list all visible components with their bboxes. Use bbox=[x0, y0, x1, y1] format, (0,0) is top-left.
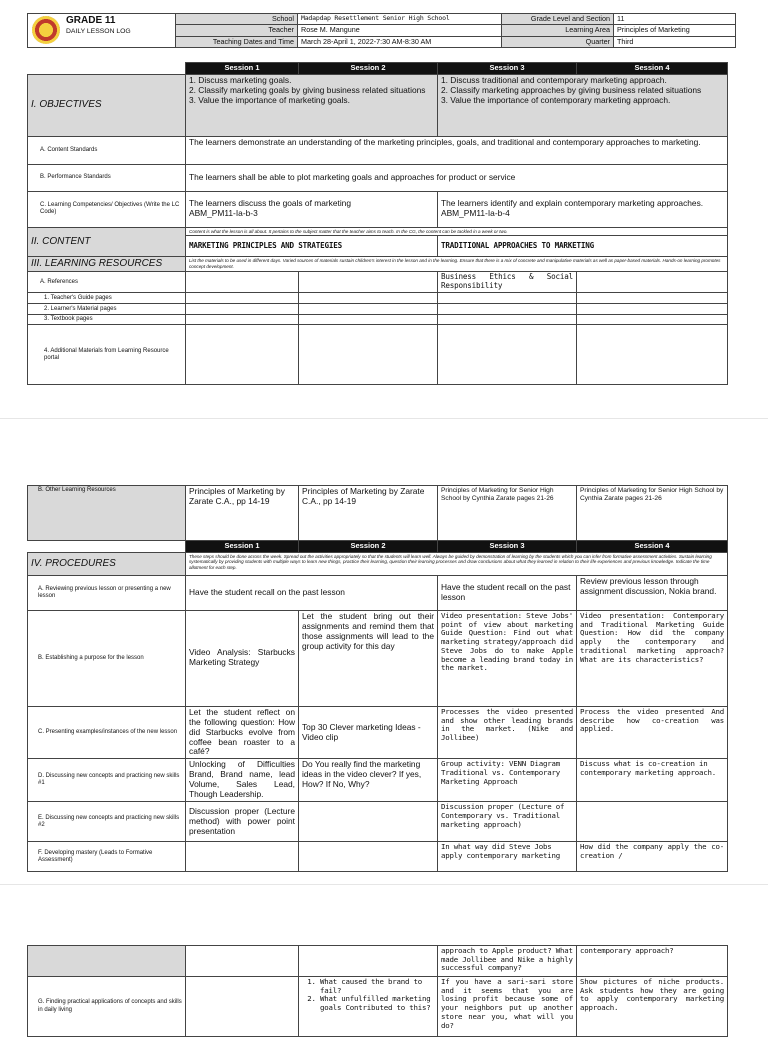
lesson-table-page1 bbox=[27, 62, 728, 385]
content-standards-text: The learners demonstrate an understanding of the marketing principles, goals, and traditional and contemporary approaches to marketing. bbox=[186, 136, 728, 164]
other-resources-s1: Principles of Marketing by Zarate C.A., pp 14-19 bbox=[186, 486, 299, 541]
dates-value: March 28-April 1, 2022-7:30 AM-8:30 AM bbox=[298, 36, 502, 47]
proc-c-s2: Top 30 Clever marketing Ideas - Video clip bbox=[299, 706, 438, 759]
competencies-s34: The learners identify and explain contemporary marketing approaches. ABM_PM11-Ia-b-4 bbox=[438, 191, 728, 227]
grade-level-label: Grade Level and Section bbox=[502, 14, 614, 25]
procedures-note: These steps should be done across the week. Spread out the activities appropriately so that the students will learn well. Always be guided by demonstration of learning by the students which you can infer from formative assessment activities. Sustain learning systematically by providing students with multiple ways to learn new things, practice their learning, question their learning processes and draw conclusions about what they learned in relation to their life experiences and previous knowledge. Indicate the time allotment for each step. bbox=[186, 552, 728, 575]
other-resources-label: B. Other Learning Resources bbox=[28, 486, 186, 541]
page-divider-2 bbox=[0, 884, 768, 885]
proc-c-s3: Processes the video presented and show other leading brands in the market. (Nike and Jollibee) bbox=[438, 706, 577, 759]
proc-e-s3: Discussion proper (Lecture of Contemporary vs. Traditional marketing approach) bbox=[438, 802, 577, 842]
teacher-value: Rose M. Mangune bbox=[298, 25, 502, 36]
proc-d-s4: Discuss what is co-creation in contemporary marketing approach. bbox=[577, 759, 728, 802]
objectives-label: I. OBJECTIVES bbox=[28, 74, 186, 136]
proc-d-s2: Do You really find the marketing ideas in the video clever? If yes, How? If No, Why? bbox=[299, 759, 438, 802]
proc-a-s3: Have the student recall on the past lesson bbox=[438, 575, 577, 610]
content-s34: TRADITIONAL APPROACHES TO MARKETING bbox=[438, 236, 728, 257]
proc-b-label: B. Establishing a purpose for the lesson bbox=[28, 610, 186, 706]
references-label: A. References bbox=[28, 272, 186, 293]
content-note: Content is what the lesson is all about. It pertains to the subject matter that the teacher aims to teach. In the CG, the content can be tackled in a week or two. bbox=[186, 227, 728, 236]
teachers-guide-label: 1. Teacher's Guide pages bbox=[28, 293, 186, 304]
proc-a-label: A. Reviewing previous lesson or presenting a new lesson bbox=[28, 575, 186, 610]
learning-area-value: Principles of Marketing bbox=[614, 25, 736, 36]
p2-session-2-header: Session 2 bbox=[299, 541, 438, 553]
grade-level-value: 11 bbox=[614, 14, 736, 25]
proc-f-s3-cont: approach to Apple product? What made Jollibee and Nike a highly successful company? bbox=[438, 946, 577, 977]
proc-b-s1: Video Analysis: Starbucks Marketing Strategy bbox=[186, 610, 299, 706]
proc-b-s4: Video presentation: Contemporary and Traditional Marketing Guide Question: How did the company apply the contemporary and traditional marketing approach? What are its characteristics? bbox=[577, 610, 728, 706]
header-logo-cell bbox=[28, 14, 176, 48]
proc-c-label: C. Presenting examples/instances of the new lesson bbox=[28, 706, 186, 759]
other-resources-s3: Principles of Marketing for Senior High School by Cynthia Zarate pages 21-26 bbox=[438, 486, 577, 541]
textbook-label: 3. Textbook pages bbox=[28, 315, 186, 325]
additional-materials-label: 4. Additional Materials from Learning Resource portal bbox=[28, 325, 186, 385]
resources-note: List the materials to be used in different days. Varied sources of materials sustain children's interest in the lesson and in the learning. Ensure that there is a mix of concrete and manipulative materials as well as paper-based materials. Hands-on learning promotes concept development. bbox=[186, 257, 728, 272]
proc-g-label: G. Finding practical applications of concepts and skills in daily living bbox=[28, 977, 186, 1037]
other-resources-s4: Principles of Marketing for Senior High School by Cynthia Zarate pages 21-26 bbox=[577, 486, 728, 541]
session-2-header: Session 2 bbox=[299, 63, 438, 75]
page-divider bbox=[0, 418, 768, 419]
proc-g-s3: If you have a sari-sari store and it seems that you are losing profit because some of your neighbors put up another store near you, what will you do? bbox=[438, 977, 577, 1037]
dates-label: Teaching Dates and Time bbox=[176, 36, 298, 47]
p2-session-3-header: Session 3 bbox=[438, 541, 577, 553]
objectives-s12: 1. Discuss marketing goals. 2. Classify marketing goals by giving business related situations 3. Value the importance of marketing goals. bbox=[186, 74, 438, 136]
log-title: DAILY LESSON LOG bbox=[66, 28, 131, 35]
p2-session-1-header: Session 1 bbox=[186, 541, 299, 553]
proc-b-s2: Let the student bring out their assignments and remind them that those assignments will lead to the group activity for this day bbox=[299, 610, 438, 706]
proc-c-s1: Let the student reflect on the following question: How did Starbucks evolve from coffee bean roaster to a café? bbox=[186, 706, 299, 759]
competencies-s12: The learners discuss the goals of marketing ABM_PM11-Ia-b-3 bbox=[186, 191, 438, 227]
resources-label: III. LEARNING RESOURCES bbox=[28, 257, 186, 272]
proc-f-s4-cont: contemporary approach? bbox=[577, 946, 728, 977]
proc-d-label: D. Discussing new concepts and practicing new skills #1 bbox=[28, 759, 186, 802]
teacher-label: Teacher bbox=[176, 25, 298, 36]
objectives-s34: 1. Discuss traditional and contemporary marketing approach. 2. Classify marketing approaches by giving business related situations 3. Value the importance of contemporary marketing approach. bbox=[438, 74, 728, 136]
proc-a-s12: Have the student recall on the past lesson bbox=[186, 575, 438, 610]
grade-title: GRADE 11 bbox=[66, 15, 116, 26]
proc-b-s3: Video presentation: Steve Jobs' point of view about marketing Guide Question: Find out what marketing strategy/approach did Steve Jobs do to make Apple become a leading brand today in the market. bbox=[438, 610, 577, 706]
proc-g-s2: 1. What caused the brand to fail? 2. What unfulfilled marketing goals Contributed to this? bbox=[299, 977, 438, 1037]
content-standards-label: A. Content Standards bbox=[28, 136, 186, 164]
lesson-table-page3 bbox=[27, 945, 728, 1037]
performance-standards-label: B. Performance Standards bbox=[28, 164, 186, 191]
learners-material-label: 2. Learner's Material pages bbox=[28, 304, 186, 315]
proc-g-s4: Show pictures of niche products. Ask students how they are going to apply contemporary marketing approach. bbox=[577, 977, 728, 1037]
proc-f-s4: How did the company apply the co-creation / bbox=[577, 842, 728, 872]
lesson-table-page2 bbox=[27, 485, 728, 872]
quarter-value: Third bbox=[614, 36, 736, 47]
proc-f-s3: In what way did Steve Jobs apply contemporary marketing bbox=[438, 842, 577, 872]
p2-session-4-header: Session 4 bbox=[577, 541, 728, 553]
other-resources-s2: Principles of Marketing by Zarate C.A., pp 14-19 bbox=[299, 486, 438, 541]
proc-e-s1: Discussion proper (Lecture method) with power point presentation bbox=[186, 802, 299, 842]
content-s12: MARKETING PRINCIPLES AND STRATEGIES bbox=[186, 236, 438, 257]
performance-standards-text: The learners shall be able to plot marketing goals and approaches for product or service bbox=[186, 164, 728, 191]
proc-c-s4: Process the video presented And describe how co-creation was applied. bbox=[577, 706, 728, 759]
proc-a-s4: Review previous lesson through assignment discussion, Nokia brand. bbox=[577, 575, 728, 610]
procedures-label: IV. PROCEDURES bbox=[28, 552, 186, 575]
session-3-header: Session 3 bbox=[438, 63, 577, 75]
proc-e-label: E. Discussing new concepts and practicing new skills #2 bbox=[28, 802, 186, 842]
session-1-header: Session 1 bbox=[186, 63, 299, 75]
school-value: Madapdap Resettlement Senior High School bbox=[298, 14, 502, 25]
school-label: School bbox=[176, 14, 298, 25]
proc-d-s3: Group activity: VENN Diagram Traditional vs. Contemporary Marketing Approach bbox=[438, 759, 577, 802]
content-label: II. CONTENT bbox=[31, 236, 91, 248]
session-4-header: Session 4 bbox=[577, 63, 728, 75]
proc-d-s1: Unlocking of Difficulties Brand, Brand name, lead Volume, Sales Lead, Though Leadership. bbox=[186, 759, 299, 802]
quarter-label: Quarter bbox=[502, 36, 614, 47]
learning-area-label: Learning Area bbox=[502, 25, 614, 36]
references-s3: Business Ethics & Social Responsibility bbox=[438, 272, 577, 293]
proc-f-label: F. Developing mastery (Leads to Formative Assessment) bbox=[28, 842, 186, 872]
deped-seal-icon bbox=[32, 16, 60, 44]
competencies-label: C. Learning Competencies/ Objectives (Write the LC Code) bbox=[28, 191, 186, 227]
